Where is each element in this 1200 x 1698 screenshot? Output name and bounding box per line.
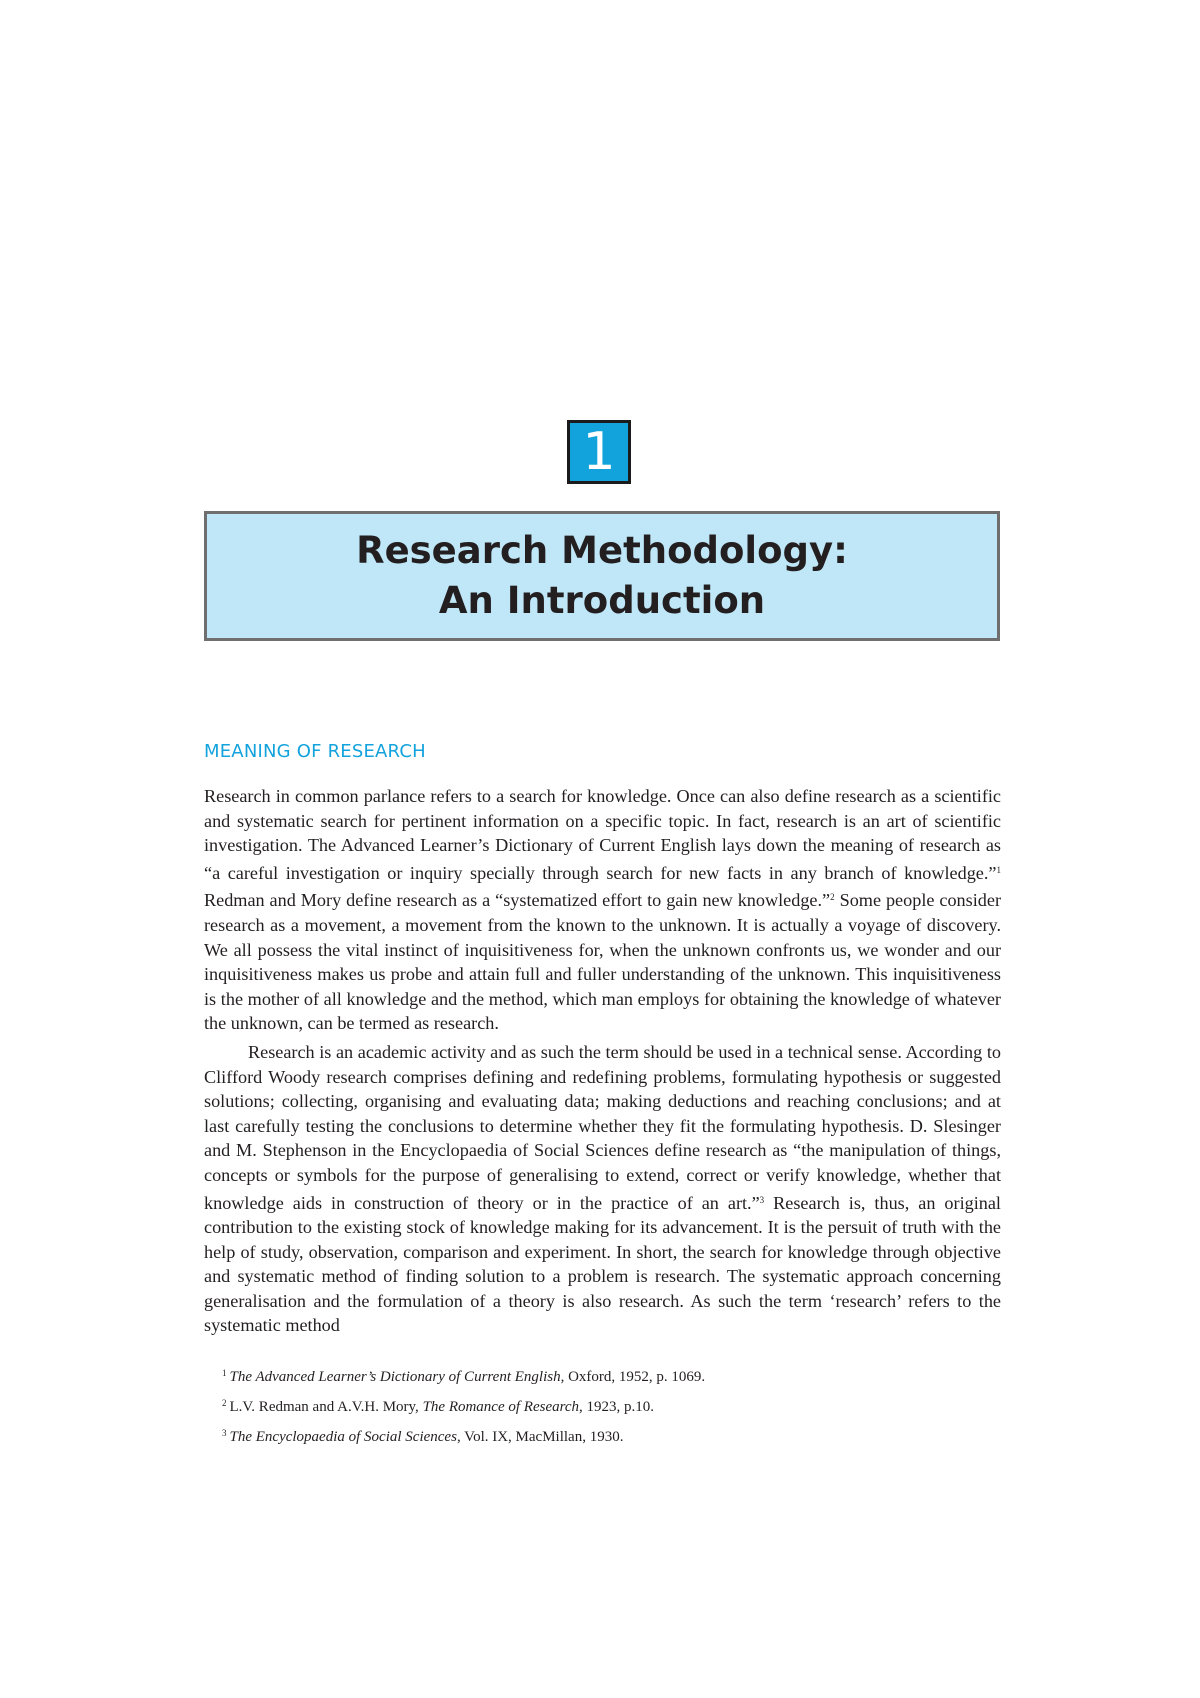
paragraph-1-part-3: Some people consider research as a movement, a movement from the known to the unknown. It is actually a voyage of discovery. We all possess the vital instinct of inquisitiveness for, when the unknown confronts us, we wonder and our inquisitiveness makes us probe and attain full and fuller understanding of the unknown. This inquisitiveness is the mother of all knowledge and the method, which man employs for obtaining the knowledge of whatever the unknown, can be termed as research. [204,890,1001,1034]
footnote-ref-3: 3 [759,1194,765,1205]
section-heading: MEANING OF RESEARCH [204,741,426,762]
chapter-number: 1 [567,420,631,484]
footnote-ref-1: 1 [996,864,1001,875]
footnote-marker-1: 1 [222,1368,227,1378]
footnote-2-details: , 1923, p.10. [579,1399,655,1415]
footnote-3 [222,1420,1002,1450]
footnotes [222,1360,1002,1450]
paragraph-1 [204,784,1001,1036]
footnote-3-title: The Encyclopaedia of Social Sciences [229,1429,457,1445]
footnote-1-details: , Oxford, 1952, p. 1069. [560,1369,706,1385]
paragraph-2 [204,1040,1001,1338]
chapter-title-line-1: Research Methodology: [356,529,848,572]
footnote-marker-3: 3 [222,1428,227,1438]
footnote-ref-2: 2 [830,892,835,903]
chapter-title-box [204,511,1000,641]
footnote-3-details: , Vol. IX, MacMillan, 1930. [456,1429,624,1445]
footnote-1 [222,1360,1002,1390]
footnote-marker-2: 2 [222,1398,227,1408]
chapter-title-line-2: An Introduction [438,579,766,622]
paragraph-1-part-2: Redman and Mory define research as a “systematized effort to gain new knowledge.” [204,890,831,911]
paragraph-1-part-1: Research in common parlance refers to a search for knowledge. Once can also define research as a scientific and systematic search for pertinent information on a specific topic. In fact, research is an art of scientific investigation. The Advanced Learner’s Dictionary of Current English lays down the meaning of research as “a careful investigation or inquiry specially through search for new facts in any branch of knowledge.” [204,786,1001,883]
paragraph-2-part-2: Research is, thus, an original contribution to the existing stock of knowledge making for its advancement. It is the persuit of truth with the help of study, observation, comparison and experiment. In short, the search for knowledge through objective and systematic method of finding solution to a problem is research. The systematic approach concerning generalisation and the formulation of a theory is also research. As such the term ‘research’ refers to the systematic method [204,1192,1001,1336]
footnote-1-title: The Advanced Learner’s Dictionary of Current English [229,1369,561,1385]
footnote-2-authors: L.V. Redman and A.V.H. Mory, [229,1399,423,1415]
footnote-2-title: The Romance of Research [422,1399,580,1415]
footnote-2 [222,1390,1002,1420]
body-text [204,784,1001,1338]
paragraph-2-part-1: Research is an academic activity and as such the term should be used in a technical sense. According to Clifford Woody research comprises defining and redefining problems, formulating hypothesis or suggested solutions; collecting, organising and evaluating data; making deductions and reaching conclusions; and at last carefully testing the conclusions to determine whether they fit the formulating hypothesis. D. Slesinger and M. Stephenson in the Encyclopaedia of Social Sciences define research as “the manipulation of things, concepts or symbols for the purpose of generalising to extend, correct or verify knowledge, whether that knowledge aids in construction of theory or in the practice of an art.” [204,1041,1001,1213]
